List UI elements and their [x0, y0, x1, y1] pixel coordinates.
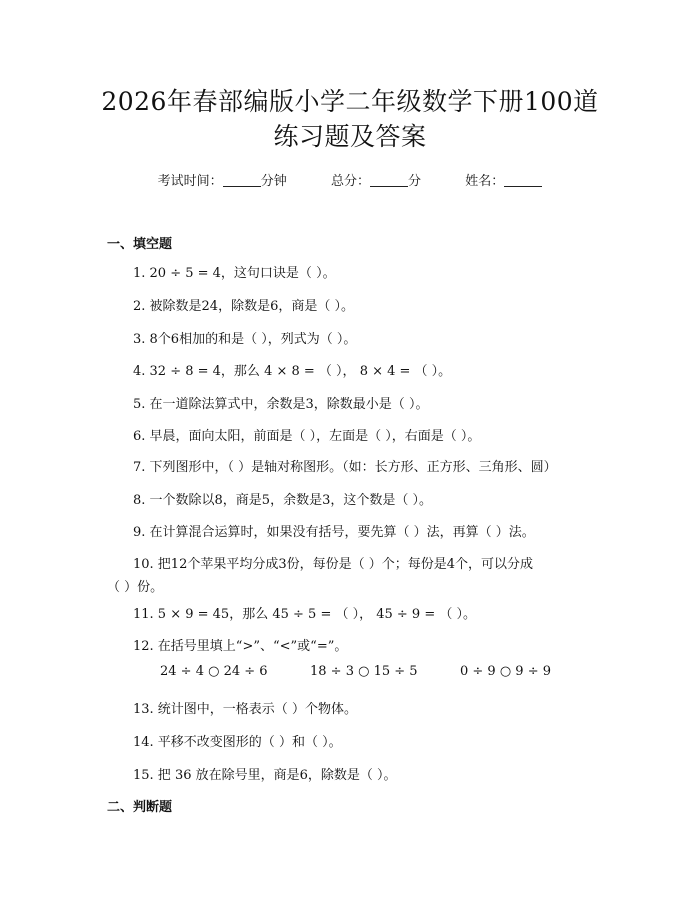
question-6: 6. 早晨，面向太阳，前面是（ ），左面是（ ），右面是（ ）。 [133, 429, 481, 444]
question-1: 1. 20 ÷ 5 = 4，这句口诀是（ ）。 [133, 266, 336, 281]
question-11: 11. 5 × 9 = 45，那么 45 ÷ 5 = （ ）， 45 ÷ 9 = （ ）。 [133, 607, 476, 622]
name-label: 姓名： [465, 174, 505, 189]
question-8: 8. 一个数除以8，商是5，余数是3，这个数是（ ）。 [133, 493, 432, 508]
score-label: 总分： [330, 174, 370, 189]
question-2: 2. 被除数是24，除数是6，商是（ ）。 [133, 299, 354, 314]
comparison-3: 0 ÷ 9 ○ 9 ÷ 9 [460, 664, 552, 679]
comparison-row [160, 664, 551, 679]
question-3: 3. 8个6相加的和是（ ），列式为（ ）。 [133, 332, 357, 347]
comparison-1: 24 ÷ 4 ○ 24 ÷ 6 [160, 664, 268, 679]
exam-info [0, 170, 700, 189]
section-heading-judge: 二、判断题 [107, 800, 173, 815]
question-10: 10. 把12个苹果平均分成3份，每份是（ ）个；每份是4个，可以分成 [133, 557, 534, 572]
score-unit: 分 [408, 174, 422, 189]
question-13: 13. 统计图中，一格表示（ ）个物体。 [133, 702, 357, 717]
question-9: 9. 在计算混合运算时，如果没有括号，要先算（ ）法，再算（ ）法。 [133, 525, 535, 540]
question-5: 5. 在一道除法算式中，余数是3，除数最小是（ ）。 [133, 397, 429, 412]
document-title-line2: 练习题及答案 [273, 122, 427, 151]
question-7: 7. 下列图形中，（ ）是轴对称图形。（如：长方形、正方形、三角形、圆） [133, 460, 557, 475]
question-12: 12. 在括号里填上“>”、“<”或“=”。 [133, 639, 348, 654]
comparison-2: 18 ÷ 3 ○ 15 ÷ 5 [310, 664, 418, 679]
question-14: 14. 平移不改变图形的（ ）和（ ）。 [133, 735, 342, 750]
time-unit: 分钟 [260, 174, 287, 189]
question-4: 4. 32 ÷ 8 = 4，那么 4 × 8 = （ ）， 8 × 4 = （ ）。 [133, 364, 452, 379]
document-title-line1: 2026年春部编版小学二年级数学下册100道 [101, 87, 599, 116]
question-10-continued: （ ）份。 [107, 580, 164, 595]
time-label: 考试时间： [157, 174, 223, 189]
score-blank [370, 174, 408, 187]
question-15: 15. 把 36 放在除号里，商是6，除数是（ ）。 [133, 768, 397, 783]
time-blank [223, 174, 261, 187]
section-heading-fill: 一、填空题 [107, 237, 173, 252]
name-blank [504, 174, 542, 187]
